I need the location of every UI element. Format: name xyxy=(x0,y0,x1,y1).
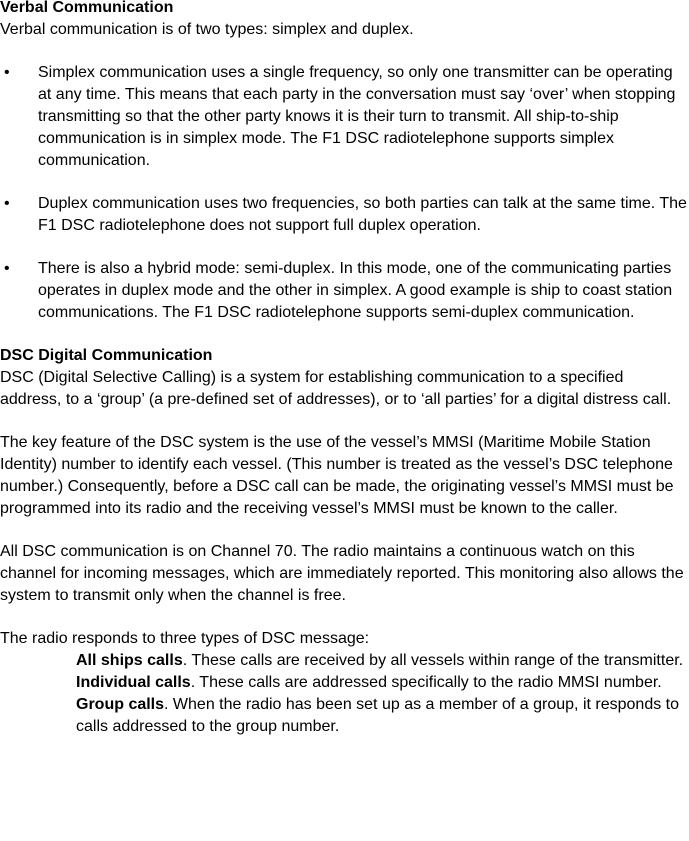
dsc-type-text: . These calls are received by all vessels within range of the transmitter. xyxy=(182,652,684,669)
bullet-text: Simplex communication uses a single frequency, so only one transmitter can be operating at any time. This means that each party in the conversation must say ‘over’ when stopping transmitting so that the other party knows it is their turn to transmit. All ship-to-ship communication is in simplex mode. The F1 DSC radiotelephone supports simplex communication. xyxy=(38,64,676,169)
spacer xyxy=(0,41,689,62)
bullet-item-semi-duplex xyxy=(0,258,689,324)
dsc-paragraph: All DSC communication is on Channel 70. The radio maintains a continuous watch on this channel for incoming messages, which are immediately reported. This monitoring also allows the system to transmit only when the channel is free. xyxy=(0,543,684,604)
dsc-type-text: . These calls are addressed specifically to the radio MMSI number. xyxy=(190,674,662,691)
bullet-icon: • xyxy=(4,260,10,277)
bullet-item-duplex xyxy=(0,193,689,237)
spacer xyxy=(0,607,689,628)
dsc-type-text: . When the radio has been set up as a member of a group, it responds to calls addressed to the group number. xyxy=(76,696,679,735)
spacer xyxy=(0,520,689,541)
spacer xyxy=(0,237,689,258)
bullet-icon: • xyxy=(4,195,10,212)
section-heading-verbal: Verbal Communication xyxy=(0,0,174,16)
spacer xyxy=(0,172,689,193)
bullet-item-simplex xyxy=(0,62,689,172)
spacer xyxy=(0,324,689,345)
dsc-paragraph: DSC (Digital Selective Calling) is a system for establishing communication to a specified address, to a ‘group’ (a pre-defined set of addresses), or to ‘all parties’ for a digital distress call. xyxy=(0,369,672,408)
dsc-paragraph: The key feature of the DSC system is the use of the vessel’s MMSI (Maritime Mobile Station Identity) number to identify each vessel. (This number is treated as the vessel’s DSC telephone number.) Consequently, before a DSC call can be made, the originating vessel’s MMSI must be programmed into its radio and the receiving vessel’s MMSI must be known to the caller. xyxy=(0,434,674,517)
bullet-text: Duplex communication uses two frequencies, so both parties can talk at the same time. The F1 DSC radiotelephone does not support full duplex operation. xyxy=(38,195,687,234)
dsc-type-name: Individual calls xyxy=(76,674,191,691)
dsc-types-intro: The radio responds to three types of DSC message: xyxy=(0,630,370,647)
dsc-type-individual xyxy=(0,672,689,694)
dsc-type-group xyxy=(0,694,689,738)
dsc-type-name: Group calls xyxy=(76,696,165,713)
bullet-icon: • xyxy=(4,64,10,81)
verbal-intro: Verbal communication is of two types: simplex and duplex. xyxy=(0,21,414,38)
section-heading-dsc: DSC Digital Communication xyxy=(0,347,213,364)
spacer xyxy=(0,411,689,432)
dsc-type-name: All ships calls xyxy=(76,652,183,669)
dsc-type-all-ships xyxy=(0,650,689,672)
bullet-text: There is also a hybrid mode: semi-duplex. In this mode, one of the communicating parties operates in duplex mode and the other in simplex. A good example is ship to coast station communications. The F1 DSC radiotelephone supports semi-duplex communication. xyxy=(38,260,673,321)
